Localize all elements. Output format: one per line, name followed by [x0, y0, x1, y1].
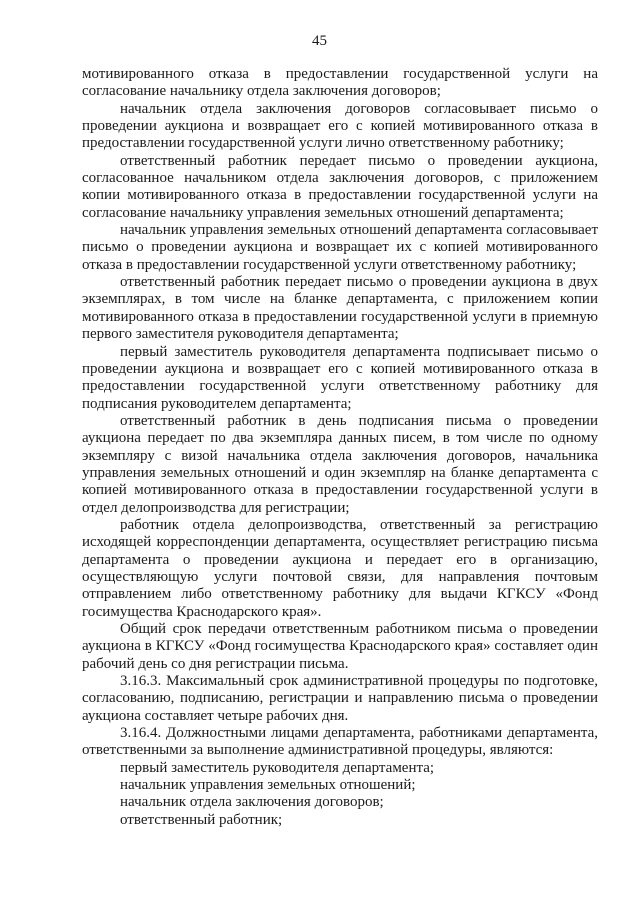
paragraph: Общий срок передачи ответственным работником письма о проведении аукциона в КГКСУ «Фонд госимущества Краснодарского края» составляет один рабочий день со дня регистрации письма. — [82, 621, 598, 672]
paragraph: ответственный работник в день подписания письма о проведении аукциона передает по два экземпляра данных писем, в том числе по одному экземпляру с визой начальника отдела заключения договоров, начальника управления земельных отношений и один экземпляр на бланке департамента с копией мотивированного отказа в предоставлении государственной услуги в отдел делопроизводства для регистрации; — [82, 412, 598, 516]
list-item: первый заместитель руководителя департамента; — [120, 759, 435, 776]
paragraph: 3.16.3. Максимальный срок административной процедуры по подготовке, согласованию, подписанию, регистрации и направлению письма о проведении аукциона составляет четыре рабочих дня. — [82, 673, 598, 724]
paragraph: начальник управления земельных отношений департамента согласовывает письмо о проведении аукциона и возвращает их с копией мотивированного отказа в предоставлении государственной услуги ответственному работнику; — [82, 222, 598, 273]
document-body — [82, 66, 598, 829]
paragraph: первый заместитель руководителя департамента подписывает письмо о проведении аукциона и возвращает его с копией мотивированного отказа в предоставлении государственной услуги ответственному работнику для подписания руководителем департамента; — [82, 343, 598, 412]
page-number: 45 — [312, 33, 327, 49]
list-item: начальник отдела заключения договоров; — [120, 794, 384, 811]
paragraph: начальник отдела заключения договоров согласовывает письмо о проведении аукциона и возвращает его с копией мотивированного отказа в предоставлении государственной услуги лично ответственному работнику; — [82, 100, 598, 152]
list-item: ответственный работник; — [120, 811, 283, 828]
paragraph: мотивированного отказа в предоставлении государственной услуги на согласование начальнику отдела заключения договоров; — [82, 66, 598, 100]
paragraph: 3.16.4. Должностными лицами департамента, работниками департамента, ответственными за выполнение административной процедуры, являются: — [82, 725, 598, 759]
paragraph: работник отдела делопроизводства, ответственный за регистрацию исходящей корреспонденции департамента, осуществляет регистрацию письма департамента о проведении аукциона и передает его в организацию, осуществляющую услуги почтовой связи, для направления почтовым отправлением либо ответственному работнику для выдачи КГКСУ «Фонд госимущества Краснодарского края». — [82, 516, 598, 620]
paragraph: ответственный работник передает письмо о проведении аукциона, согласованное начальником отдела заключения договоров, с приложением копии мотивированного отказа в предоставлении государственной услуги на согласование начальнику управления земельных отношений департамента; — [82, 152, 598, 221]
list-item: начальник управления земельных отношений; — [120, 777, 416, 794]
paragraph: ответственный работник передает письмо о проведении аукциона в двух экземплярах, в том числе на бланке департамента, с приложением копии мотивированного отказа в предоставлении государственной услуги в приемную первого заместителя руководителя департамента; — [82, 274, 598, 343]
